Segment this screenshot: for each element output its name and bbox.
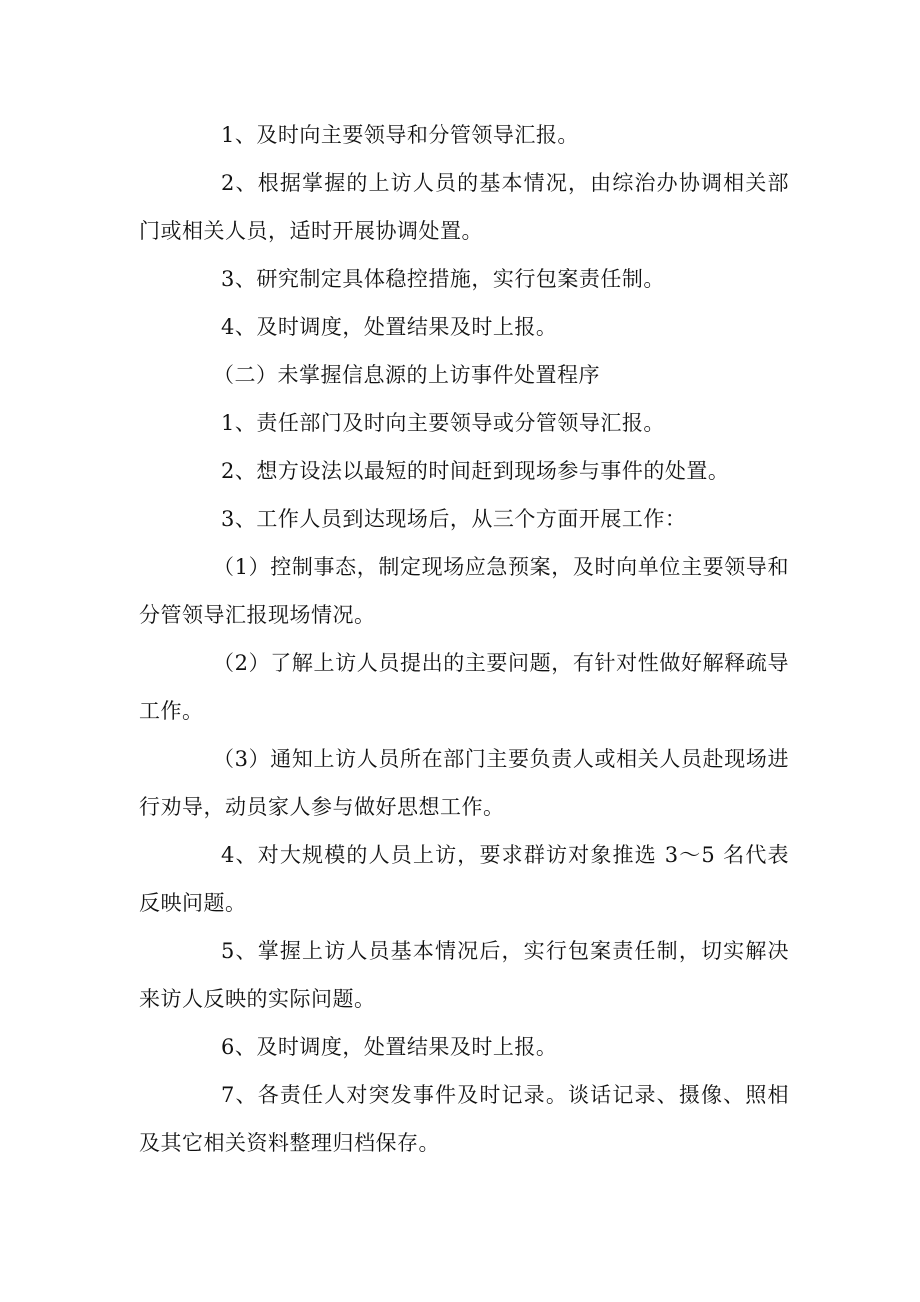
section-heading-2: （二）未掌握信息源的上访事件处置程序	[213, 363, 600, 387]
paragraph-10: 6、及时调度，处置结果及时上报。	[221, 1035, 558, 1059]
paragraph-3: 3、研究制定具体稳控措施，实行包案责任制。	[221, 267, 665, 291]
subparagraph-3: （3）通知上访人员所在部门主要负责人或相关人员赴现场进行劝导，动员家人参与做好思想工作。	[139, 747, 789, 819]
paragraph-4: 4、及时调度，处置结果及时上报。	[221, 315, 558, 339]
subparagraph-2: （2）了解上访人员提出的主要问题，有针对性做好解释疏导工作。	[139, 651, 789, 723]
paragraph-7: 3、工作人员到达现场后，从三个方面开展工作：	[221, 507, 687, 531]
paragraph-11: 7、各责任人对突发事件及时记录。谈话记录、摄像、照相及其它相关资料整理归档保存。	[139, 1083, 789, 1155]
paragraph-6: 2、想方设法以最短的时间赶到现场参与事件的处置。	[221, 459, 730, 483]
paragraph-2: 2、根据掌握的上访人员的基本情况，由综治办协调相关部门或相关人员，适时开展协调处置。	[139, 171, 789, 243]
paragraph-5: 1、责任部门及时向主要领导或分管领导汇报。	[221, 411, 665, 435]
paragraph-1: 1、及时向主要领导和分管领导汇报。	[221, 123, 579, 147]
paragraph-8: 4、对大规模的人员上访，要求群访对象推选 3～5 名代表反映问题。	[139, 843, 789, 915]
subparagraph-1: （1）控制事态，制定现场应急预案，及时向单位主要领导和分管领导汇报现场情况。	[139, 555, 789, 627]
paragraph-9: 5、掌握上访人员基本情况后，实行包案责任制，切实解决来访人反映的实际问题。	[139, 939, 789, 1011]
document-body	[139, 111, 789, 1167]
